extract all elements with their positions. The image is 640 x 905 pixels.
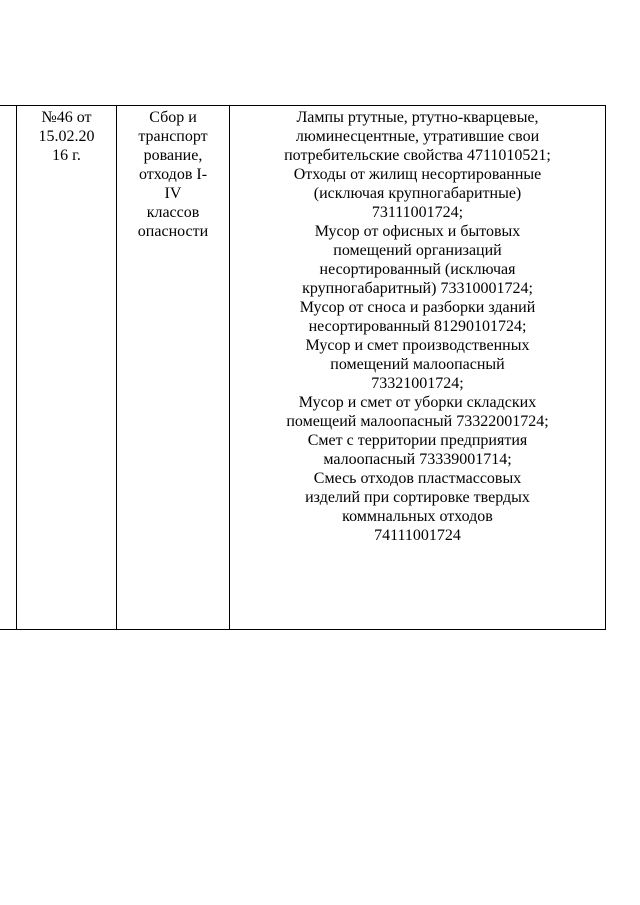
waste-line: Лампы ртутные, ртутно-кварцевые, [296, 109, 539, 126]
waste-line: люминесцентные, утратившие свои [295, 128, 540, 145]
waste-line: Смесь отходов пластмассовых [313, 470, 522, 487]
license-line: №46 от [41, 109, 92, 126]
waste-line: помещеий малоопасный 73322001724; [286, 413, 549, 430]
column-divider [16, 105, 17, 630]
waste-line: Смет с территории предприятия [307, 432, 528, 449]
waste-line: Отходы от жилищ несортированные [293, 166, 542, 183]
waste-line: крупногабаритный) 73310001724; [302, 280, 533, 297]
waste-line: малоопасный 73339001714; [323, 451, 512, 468]
waste-line: коммнальных отходов [342, 508, 493, 525]
waste-line: несортированный (исключая [319, 261, 516, 278]
waste-line: помещений малоопасный [330, 356, 505, 373]
activity-line: рование, [143, 147, 203, 164]
activity-type-cell [117, 108, 229, 241]
activity-line: IV [164, 185, 182, 202]
activity-line: классов [146, 204, 200, 221]
waste-line: 74111001724 [374, 527, 461, 544]
activity-line: отходов I- [138, 166, 208, 183]
waste-line: 73111001724; [371, 204, 464, 221]
activity-line: опасности [137, 223, 209, 240]
activity-line: транспорт [138, 128, 208, 145]
waste-line: (исключая крупногабаритные) [313, 185, 522, 202]
license-line: 16 г. [52, 147, 81, 164]
waste-line: Мусор от офисных и бытовых [314, 223, 521, 240]
waste-types-cell [230, 108, 605, 545]
waste-line: Мусор и смет от уборки складских [298, 394, 537, 411]
waste-line: потребительские свойства 4711010521; [284, 147, 551, 164]
waste-line: несортированный 81290101724; [308, 318, 527, 335]
license-number-cell [17, 108, 116, 165]
waste-line: Мусор и смет производственных [305, 337, 530, 354]
license-line: 15.02.20 [38, 128, 95, 145]
waste-line: 73321001724; [371, 375, 464, 392]
waste-line: изделий при сортировке твердых [305, 489, 530, 506]
waste-line: Мусор от сноса и разборки зданий [299, 299, 536, 316]
waste-line: помещений организаций [333, 242, 502, 259]
activity-line: Сбор и [149, 109, 197, 126]
